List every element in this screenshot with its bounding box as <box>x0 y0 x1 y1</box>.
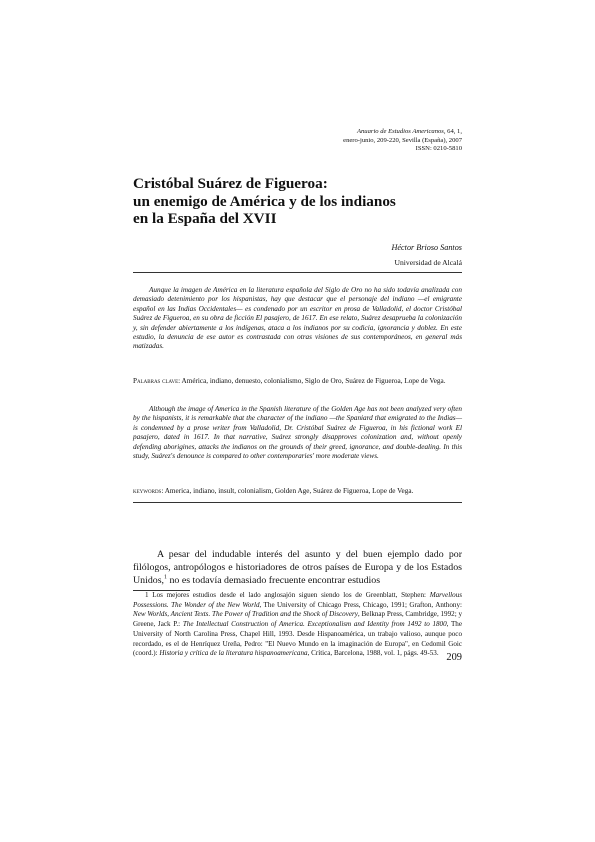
journal-name: Anuario de Estudios Americanos <box>356 128 444 135</box>
abstract-english: Although the image of America in the Spanish literature of the Golden Age has not been analyzed very often by the hispanists, it is remarkable that the character of the indiano —the Spaniard that emigrated to the Indias— is condemned by a prose writer from Valladolid, Dr. Cristóbal Suárez de Figueroa, in his fictional work El pasajero, dated in 1617. In that narrative, Suárez strongly disapproves colonization and, without openly defending aborigines, attacks the indianos on the grounds of their greed, ignorance, and double-dealing. In this study, Suárez's denounce is compared to other contemporaries' more moderate views. <box>133 405 462 461</box>
bottom-divider <box>133 502 462 503</box>
keywords-spanish-label: Palabras clave <box>133 377 179 385</box>
author-block <box>391 241 462 270</box>
footnote-text-3: , Belknap Press, Cambridge, 1992; y Greene, Jack P.: <box>133 610 462 629</box>
footnote-work-title-3: The Intellectual Construction of America. Exceptionalism and Identity from 1492 to 1800 <box>182 620 447 629</box>
title-line-1: Cristóbal Suárez de Figueroa: <box>133 175 328 192</box>
author-name: Héctor Brioso Santos <box>391 243 462 252</box>
keywords-english <box>133 487 474 496</box>
title-line-2: un enemigo de América y de los indianos <box>133 192 396 210</box>
abstract-spanish: Aunque la imagen de América en la literatura española del Siglo de Oro no ha sido todavía analizada con demasiado detenimiento por los hispanistas, hay que destacar que el personaje del indiano —el emigrante español en las Indias Occidentales— es condenado por un escritor en prosa de Valladolid, el doctor Cristóbal Suárez de Figueroa, en su obra de ficción El pasajero, de 1617. En ese relato, Suárez desaprueba la colonización y, sin defender abiertamente a los indígenas, ataca a los indianos por su codicia, ignorancia y doblez. En este estudio, la denuncia de ese autor es contrastada con otras visiones de sus contemporáneos, en general más matizadas. <box>133 286 462 351</box>
journal-header <box>343 128 462 154</box>
body-text-after-note: no es todavía demasiado frecuente encontrar estudios <box>167 575 381 587</box>
title-line-3: en la España del XVII <box>133 210 277 228</box>
footnote-work-title-4: Historia y crítica de la literatura hispanoamericana <box>159 649 308 658</box>
journal-line <box>343 128 462 137</box>
footnote-1 <box>133 591 462 659</box>
page-number: 209 <box>446 652 462 663</box>
footnote-text-1: 1 Los mejores estudios desde el lado anglosajón siguen siendo los de Greenblatt, Stephen: <box>145 591 430 599</box>
journal-issn: ISSN: 0210-5810 <box>415 145 462 153</box>
journal-dates-pages: enero-junio, 209-220, Sevilla (España), 2007 <box>343 136 462 144</box>
body-text-before-note: A pesar del indudable interés del asunto y del buen ejemplo dado por filólogos, antropólogos e historiadores de otros países de Europa y de los Estados Unidos, <box>133 549 462 587</box>
keywords-spanish <box>133 377 474 386</box>
footnote-work-title-2: New Worlds, Ancient Texts. The Power of Tradition and the Shock of Discovery <box>133 610 358 619</box>
body-paragraph <box>133 548 462 587</box>
top-divider <box>133 272 462 273</box>
keywords-spanish-text: : América, indiano, denuesto, colonialismo, Siglo de Oro, Suárez de Figueroa, Lope de Vega. <box>178 377 446 385</box>
footnote-work-title-1: Marvellous Possessions. The Wonder of the New World <box>133 591 462 609</box>
keywords-english-text: : America, indiano, insult, colonialism, Golden Age, Suárez de Figueroa, Lope de Vega. <box>161 487 414 495</box>
author-affiliation: Universidad de Alcalá <box>394 258 462 267</box>
article-title <box>133 175 462 228</box>
footnote-text-4: , The University of North Carolina Press, Chapel Hill, 1993. Desde Hispanoamérica, un trabajo valioso, aunque poco recordado, es el de Henríquez Ureña, Pedro: "El Nuevo Mundo en la imaginación de Europa", en Cedomil Goic (coord.): <box>133 620 463 658</box>
footnote-reference[interactable]: 1 <box>164 574 167 581</box>
keywords-english-label: keywords <box>133 487 162 495</box>
footnote-text-2: , The University of Chicago Press, Chicago, 1991; Grafton, Anthony: <box>259 600 462 609</box>
footnote-text-5: , Crítica, Barcelona, 1988, vol. 1, págs. 49-53. <box>307 649 439 658</box>
journal-volume: , 64, 1, <box>443 128 462 135</box>
